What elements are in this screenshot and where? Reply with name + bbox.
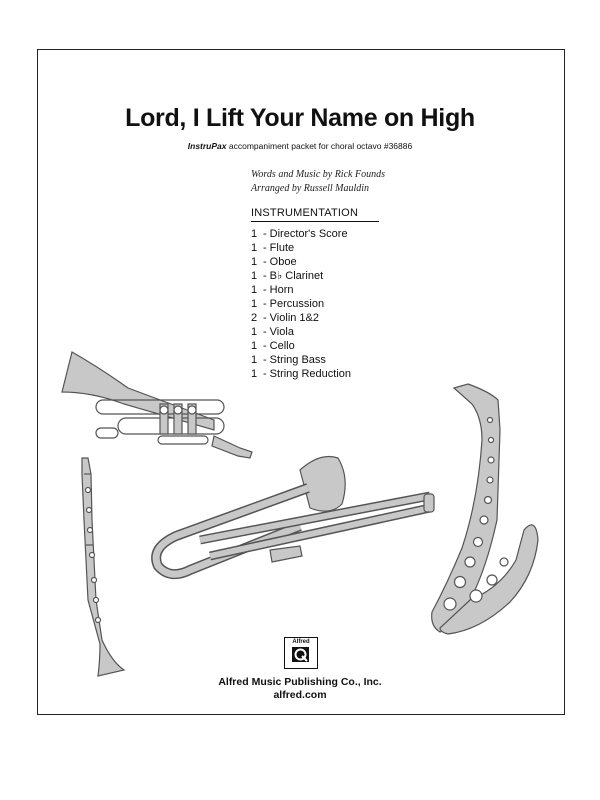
trombone-icon <box>156 457 434 575</box>
instrument-name: Percussion <box>269 298 325 310</box>
instrument-qty: 1 <box>251 284 258 296</box>
instrument-separator: - <box>263 326 267 338</box>
alfred-logo <box>284 637 318 669</box>
composer-credit: Words and Music by Rick Founds <box>251 169 385 180</box>
instrument-qty: 1 <box>251 340 258 352</box>
instrument-qty: 1 <box>251 298 258 310</box>
publisher-info <box>0 676 600 702</box>
instrument-separator: - <box>263 312 267 324</box>
instrument-separator: - <box>263 368 267 380</box>
instrument-qty: 1 <box>251 242 258 254</box>
instrumentation-heading: INSTRUMENTATION <box>251 207 379 222</box>
instrument-separator: - <box>263 284 267 296</box>
instrument-qty: 1 <box>251 368 258 380</box>
instrument-name: Viola <box>269 326 294 338</box>
instrument-qty: 1 <box>251 354 258 366</box>
arranger-credit: Arranged by Russell Mauldin <box>251 183 370 194</box>
instrument-name: Horn <box>269 284 294 296</box>
instrument-separator: - <box>263 242 267 254</box>
subtitle-text: accompaniment packet for choral octavo #36886 <box>226 141 413 151</box>
instrument-qty: 1 <box>251 228 258 240</box>
instrument-name: Cello <box>269 340 295 352</box>
instrument-name: String Reduction <box>269 368 351 380</box>
instrument-separator: - <box>263 340 267 352</box>
instrument-separator: - <box>263 270 267 282</box>
instrument-name: B♭ Clarinet <box>269 270 324 282</box>
instrument-qty: 1 <box>251 270 258 282</box>
instrument-separator: - <box>263 228 267 240</box>
instrument-qty: 2 <box>251 312 258 324</box>
instrument-name: Violin 1&2 <box>269 312 320 324</box>
instrument-separator: - <box>263 256 267 268</box>
subtitle-brand: InstruPax <box>187 141 227 151</box>
instrument-name: Oboe <box>269 256 297 268</box>
instrument-qty: 1 <box>251 256 258 268</box>
instrument-name: Director's Score <box>269 228 348 240</box>
instrument-name: Flute <box>269 242 295 254</box>
clarinet-icon <box>82 458 124 676</box>
saxophone-icon <box>432 384 538 634</box>
instrument-separator: - <box>263 298 267 310</box>
publisher-url[interactable]: alfred.com <box>273 689 327 701</box>
page-title: Lord, I Lift Your Name on High <box>125 104 475 132</box>
instrument-name: String Bass <box>269 354 326 366</box>
instrument-separator: - <box>263 354 267 366</box>
alfred-logo-word: Alfred <box>292 639 310 645</box>
instrument-qty: 1 <box>251 326 258 338</box>
trumpet-icon <box>62 352 252 458</box>
alfred-logo-icon <box>284 637 318 669</box>
publisher-name: Alfred Music Publishing Co., Inc. <box>218 676 382 688</box>
